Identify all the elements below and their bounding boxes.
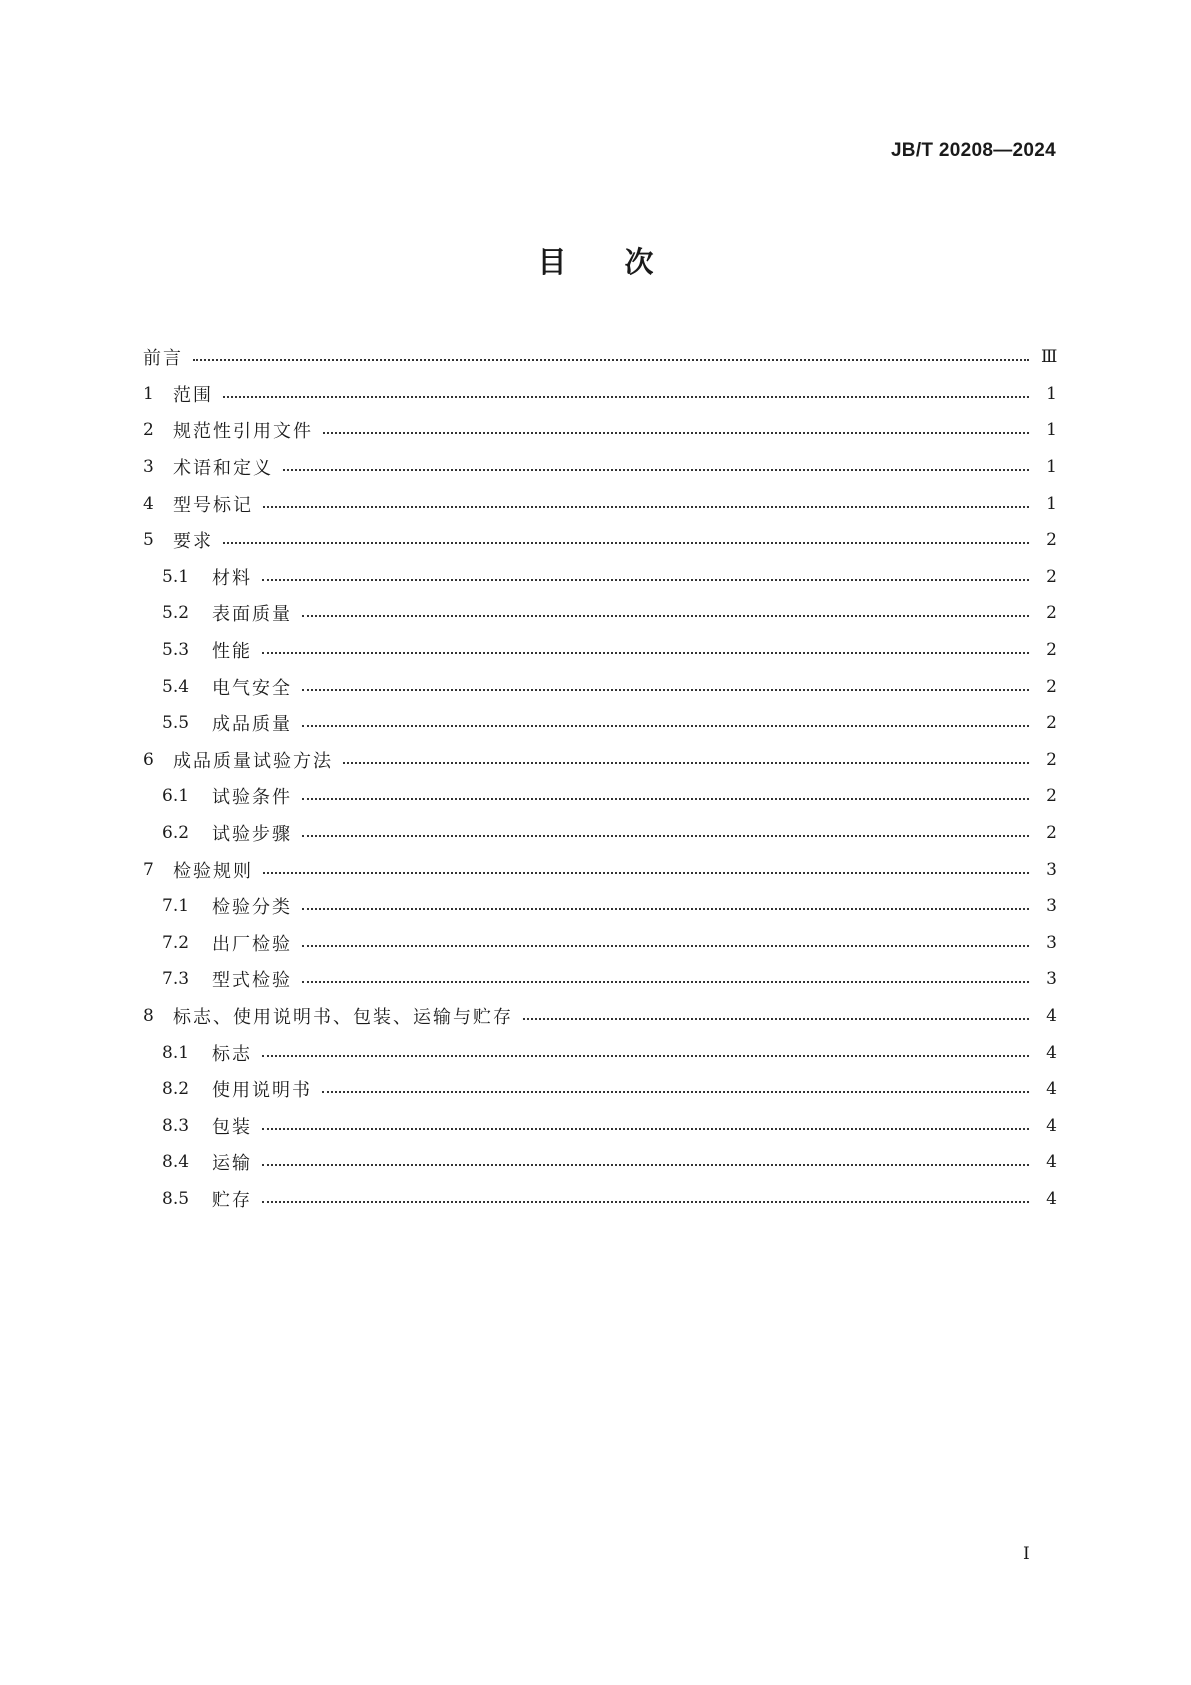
toc-dot-leader <box>302 798 1029 800</box>
toc-entry-label: 型号标记 <box>173 494 253 516</box>
toc-dot-leader <box>193 359 1029 361</box>
toc-entry[interactable] <box>143 778 1057 815</box>
toc-dot-leader <box>302 981 1029 983</box>
toc-entry-number: 8 <box>143 1005 154 1026</box>
toc-entry-label: 包装 <box>212 1116 252 1138</box>
toc-entry[interactable] <box>143 632 1057 669</box>
toc-entry-page: 3 <box>1046 932 1057 953</box>
toc-dot-leader <box>322 1091 1029 1093</box>
toc-entry-page: 1 <box>1046 420 1057 441</box>
toc-dot-leader <box>302 835 1029 837</box>
toc-entry-page: 4 <box>1046 1042 1057 1063</box>
toc-dot-leader <box>302 615 1029 617</box>
toc-dot-leader <box>323 432 1029 434</box>
toc-dot-leader <box>262 579 1029 581</box>
toc-entry-number: 6.1 <box>162 786 190 807</box>
toc-dot-leader <box>263 506 1029 508</box>
toc-entry-number: 5 <box>143 530 154 551</box>
toc-entry-label: 成品质量试验方法 <box>173 750 333 772</box>
toc-entry-page: 4 <box>1046 1152 1057 1173</box>
toc-dot-leader <box>223 396 1029 398</box>
toc-entry-number: 5.1 <box>162 566 190 587</box>
toc-entry-label: 检验分类 <box>212 897 292 919</box>
toc-entry[interactable] <box>143 1144 1057 1181</box>
title-char-2: 次 <box>624 245 654 279</box>
toc-dot-leader <box>283 469 1029 471</box>
toc-entry[interactable] <box>143 961 1057 998</box>
toc-entry-number: 8.3 <box>162 1115 190 1136</box>
toc-dot-leader <box>262 652 1029 654</box>
toc-dot-leader <box>262 1201 1029 1203</box>
toc-dot-leader <box>262 1128 1029 1130</box>
toc-entry-label: 表面质量 <box>212 604 292 626</box>
toc-entry-label: 规范性引用文件 <box>173 421 313 443</box>
toc-entry[interactable] <box>143 412 1057 449</box>
toc-entry[interactable] <box>143 595 1057 632</box>
toc-entry-number: 4 <box>143 493 154 514</box>
toc-entry[interactable] <box>143 522 1057 559</box>
toc-entry-label: 检验规则 <box>173 860 253 882</box>
toc-entry-label: 标志 <box>212 1043 252 1065</box>
toc-entry-page: 3 <box>1046 969 1057 990</box>
toc-entry[interactable] <box>143 1181 1057 1218</box>
toc-entry-label: 电气安全 <box>212 677 292 699</box>
toc-entry-label: 性能 <box>212 641 252 663</box>
toc-entry-label: 型式检验 <box>212 970 292 992</box>
toc-entry[interactable] <box>143 815 1057 852</box>
toc-entry-page: 1 <box>1046 457 1057 478</box>
toc-entry-page: 2 <box>1046 676 1057 697</box>
toc-entry-page: 2 <box>1046 530 1057 551</box>
toc-entry-label: 试验步骤 <box>212 824 292 846</box>
toc-dot-leader <box>223 542 1029 544</box>
toc-entry-label: 运输 <box>212 1153 252 1175</box>
toc-entry[interactable] <box>143 668 1057 705</box>
toc-entry-number: 8.5 <box>162 1188 190 1209</box>
toc-entry-number: 5.4 <box>162 676 190 697</box>
toc-entry-label: 术语和定义 <box>173 458 273 480</box>
toc-dot-leader <box>343 762 1029 764</box>
toc-entry-page: Ⅲ <box>1041 347 1058 368</box>
toc-dot-leader <box>302 689 1029 691</box>
toc-entry-page: 3 <box>1046 896 1057 917</box>
toc-entry-page: 2 <box>1046 786 1057 807</box>
toc-entry-page: 4 <box>1046 1005 1057 1026</box>
toc-entry-label: 要求 <box>173 531 213 553</box>
toc-entry-label: 试验条件 <box>212 787 292 809</box>
toc-entry-page: 4 <box>1046 1188 1057 1209</box>
document-code: JB/T 20208—2024 <box>890 140 1056 161</box>
toc-dot-leader <box>262 1164 1029 1166</box>
toc-entry[interactable] <box>143 339 1057 376</box>
toc-entry-number: 5.3 <box>162 640 190 661</box>
toc-entry-page: 4 <box>1046 1115 1057 1136</box>
toc-entry-page: 2 <box>1046 640 1057 661</box>
toc-entry-number: 6.2 <box>162 823 190 844</box>
toc-entry-page: 1 <box>1046 383 1057 404</box>
toc-entry-label: 使用说明书 <box>212 1080 312 1102</box>
toc-entry-number: 1 <box>143 383 154 404</box>
toc-entry-number: 8.1 <box>162 1042 190 1063</box>
toc-entry[interactable] <box>143 1034 1057 1071</box>
toc-entry[interactable] <box>143 559 1057 596</box>
table-of-contents <box>143 339 1057 1217</box>
title-char-1: 目 <box>537 245 567 279</box>
toc-entry[interactable] <box>143 742 1057 779</box>
toc-entry-label: 标志、使用说明书、包装、运输与贮存 <box>173 1006 513 1028</box>
toc-entry-label: 出厂检验 <box>212 933 292 955</box>
toc-entry-page: 2 <box>1046 603 1057 624</box>
toc-entry-number: 2 <box>143 420 154 441</box>
toc-entry[interactable] <box>143 376 1057 413</box>
toc-entry-number: 5.2 <box>162 603 190 624</box>
toc-entry-page: 2 <box>1046 566 1057 587</box>
toc-entry-number: 6 <box>143 749 154 770</box>
toc-dot-leader <box>302 725 1029 727</box>
toc-entry[interactable] <box>143 449 1057 486</box>
toc-entry-page: 4 <box>1046 1079 1057 1100</box>
toc-entry-page: 2 <box>1046 823 1057 844</box>
toc-entry[interactable] <box>143 998 1057 1035</box>
toc-dot-leader <box>523 1018 1029 1020</box>
toc-entry-number: 3 <box>143 457 154 478</box>
toc-entry-label: 贮存 <box>212 1189 252 1211</box>
toc-entry-label: 前言 <box>143 348 183 370</box>
toc-entry-number: 8.4 <box>162 1152 190 1173</box>
toc-entry-page: 1 <box>1046 493 1057 514</box>
page-title <box>0 240 1191 281</box>
toc-entry-page: 2 <box>1046 749 1057 770</box>
toc-entry[interactable] <box>143 851 1057 888</box>
toc-entry-label: 成品质量 <box>212 714 292 736</box>
page-number: I <box>1023 1544 1030 1564</box>
toc-entry-number: 7.2 <box>162 932 190 953</box>
toc-entry[interactable] <box>143 1107 1057 1144</box>
toc-entry-number: 7.1 <box>162 896 190 917</box>
toc-entry[interactable] <box>143 485 1057 522</box>
toc-entry[interactable] <box>143 705 1057 742</box>
toc-dot-leader <box>262 1055 1029 1057</box>
toc-entry-label: 范围 <box>173 384 213 406</box>
toc-entry-page: 3 <box>1046 859 1057 880</box>
toc-entry[interactable] <box>143 888 1057 925</box>
toc-entry[interactable] <box>143 925 1057 962</box>
toc-entry[interactable] <box>143 1071 1057 1108</box>
toc-entry-page: 2 <box>1046 713 1057 734</box>
toc-dot-leader <box>263 872 1029 874</box>
toc-dot-leader <box>302 908 1029 910</box>
toc-entry-number: 8.2 <box>162 1079 190 1100</box>
toc-dot-leader <box>302 945 1029 947</box>
toc-entry-number: 7.3 <box>162 969 190 990</box>
toc-entry-label: 材料 <box>212 567 252 589</box>
toc-entry-number: 5.5 <box>162 713 190 734</box>
toc-entry-number: 7 <box>143 859 154 880</box>
